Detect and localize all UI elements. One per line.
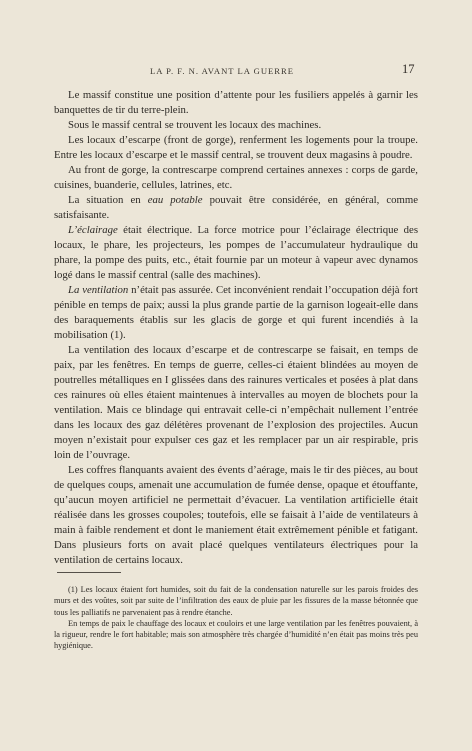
paragraph: La situation en eau potable pouvait être considérée, en général, comme satisfaisante.	[54, 194, 418, 221]
running-head: LA P. F. N. AVANT LA GUERRE	[150, 66, 295, 76]
page-number: 17	[402, 62, 415, 76]
paragraph: Les coffres flanquants avaient des évents d’aérage, mais le tir des pièces, au bout de quelques coups, amenait une accumulation de fumée dense, opaque et étouffante, qu’aucun moyen artificiel ne permettait d’évacuer. La ventilation artificielle était réalisée dans les grosses coupoles; toutefois, elle se faisait à l’aide de ventilateurs à main à faible rendement et dont le maniement était extrêmement pénible et fatigant. Dans plusieurs forts on avait placé quelques ventilateurs électriques pour la ventilation de certains locaux.	[54, 464, 418, 566]
footnote: (1) Les locaux étaient fort humides, soit du fait de la condensation naturelle sur les parois froides des murs et des voûtes, soit par suite de l’infiltration des eaux de pluie par les fissures de la masse bétonnée que tous les palliatifs ne parvenaient pas à rendre étanche.	[54, 585, 418, 617]
emphasis: eau potable	[147, 194, 203, 206]
body-text	[54, 88, 418, 568]
footnote-rule	[57, 572, 121, 573]
paragraph: La ventilation n’était pas assurée. Cet inconvénient rendait l’occupation déjà fort pénible en temps de paix; aussi la plus grande partie de la garnison logeait-elle dans des baraquements établis sur les glacis de gorge et qui furent incendiés à la mobilisation (1).	[54, 284, 418, 341]
emphasis: La ventilation	[68, 284, 129, 296]
paragraph: La ventilation des locaux d’escarpe et de contrescarpe se faisait, en temps de paix, par les fenêtres. En temps de guerre, celles-ci étaient blindées au moyen de poutrelles métalliques en I glissées dans des rainures verticales et posées à plat dans ces rainures où elles étaient maintenues à intervalles au moyen de blochets pour la ventilation. Mais ce blindage qui entravait celle-ci n’empêchait nullement l’entrée dans les locaux des gaz délétères provenant de l’explosion des projectiles. Aucun moyen n’existait pour expulser ces gaz et les remplacer par un air respirable, pris loin de l’ouvrage.	[54, 344, 418, 461]
emphasis: L’éclairage	[68, 224, 118, 236]
paragraph: L’éclairage était électrique. La force motrice pour l’éclairage électrique des locaux, le phare, les projecteurs, les pompes de l’accumulateur hydraulique du phare, la pompe des puits, etc., était fournie par un moteur à vapeur avec dynamos logé dans le massif central (salle des machines).	[54, 224, 418, 281]
paragraph: Sous le massif central se trouvent les locaux des machines.	[68, 119, 322, 131]
paragraph: Les locaux d’escarpe (front de gorge), renferment les logements pour la troupe. Entre les locaux d’escarpe et le massif central, se trouvent deux magasins à poudre.	[54, 134, 418, 161]
footnote: En temps de paix le chauffage des locaux et couloirs et une large ventilation par les fenêtres pouvaient, à la rigueur, rendre le fort habitable; mais son atmosphère très chargée d’humidité n’en était pas moins très peu hygiénique.	[54, 618, 418, 651]
footnotes	[54, 584, 418, 652]
paragraph: Le massif constitue une position d’attente pour les fusiliers appelés à garnir les banquettes de tir du terre-plein.	[54, 89, 418, 116]
paragraph: Au front de gorge, la contrescarpe comprend certaines annexes : corps de garde, cuisines, buanderie, cellules, latrines, etc.	[54, 164, 418, 191]
